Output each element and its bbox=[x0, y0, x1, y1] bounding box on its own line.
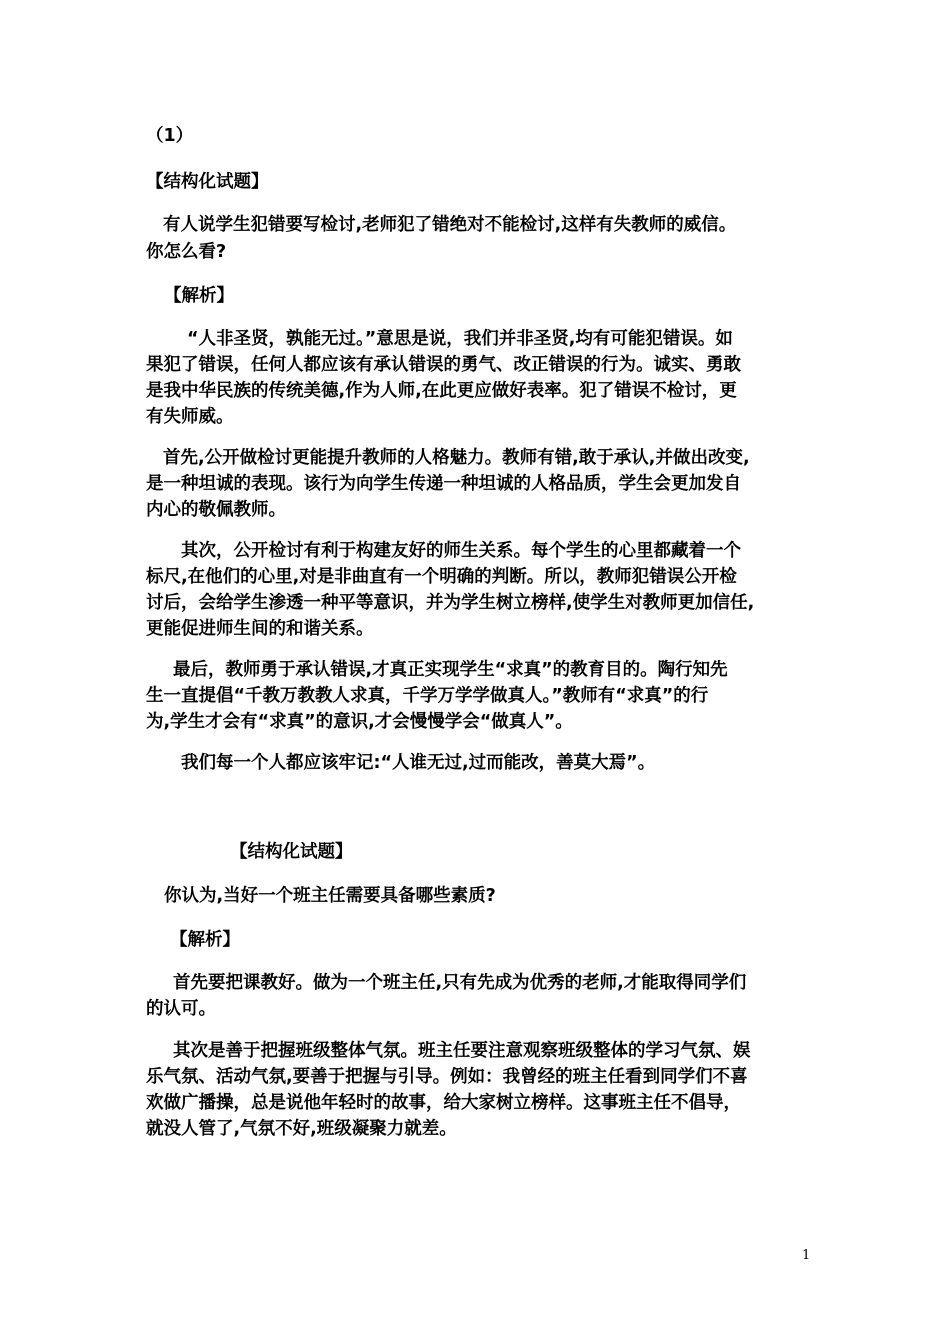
paragraph-line: 乐气氛、活动气氛,要善于把握与引导。例如：我曾经的班主任看到同学们不喜 bbox=[146, 1067, 748, 1087]
paragraph-line: 是我中华民族的传统美德,作为人师,在此更应做好表率。犯了错误不检讨，更 bbox=[146, 381, 737, 401]
paragraph-line: 生一直提倡“千教万教教人求真，千学万学学做真人。”教师有“求真”的行 bbox=[146, 686, 709, 706]
analysis-heading: 【解析】 bbox=[170, 930, 240, 950]
paragraph-line: 是一种坦诚的表现。该行为向学生传递一种坦诚的人格品质，学生会更加发自 bbox=[146, 474, 741, 494]
question-heading: 【结构化试题】 bbox=[230, 842, 353, 862]
paragraph-line: 有失师威。 bbox=[146, 407, 234, 427]
paragraph-line: 内心的敬佩教师。 bbox=[146, 500, 286, 520]
analysis-heading: 【解析】 bbox=[164, 286, 234, 306]
paragraph-line: 最后，教师勇于承认错误,才真正实现学生“求真”的教育目的。陶行知先 bbox=[173, 660, 728, 680]
paragraph-line: “人非圣贤，孰能无过。”意思是说，我们并非圣贤,均有可能犯错误。如 bbox=[187, 329, 733, 349]
paragraph-line: 的认可。 bbox=[146, 999, 216, 1019]
paragraph-line: 我们每一个人都应该牢记:“人谁无过,过而能改，善莫大焉”。 bbox=[181, 753, 656, 773]
question-heading: 【结构化试题】 bbox=[146, 172, 269, 192]
paragraph-line: 果犯了错误，任何人都应该有承认错误的勇气、改正错误的行为。诚实、勇敢 bbox=[146, 355, 741, 375]
paragraph-line: 就没人管了,气氛不好,班级凝聚力就差。 bbox=[146, 1119, 457, 1139]
question-line: 有人说学生犯错要写检讨,老师犯了错绝对不能检讨,这样有失教师的威信。 bbox=[163, 215, 737, 235]
paragraph-line: 其次，公开检讨有利于构建友好的师生关系。每个学生的心里都藏着一个 bbox=[181, 541, 741, 561]
paragraph-line: 首先,公开做检讨更能提升教师的人格魅力。教师有错,敢于承认,并做出改变, bbox=[163, 448, 750, 468]
paragraph-line: 为,学生才会有“求真”的意识,才会慢慢学会“做真人”。 bbox=[146, 712, 573, 732]
paragraph-line: 讨后，会给学生渗透一种平等意识，并为学生树立榜样,使学生对教师更加信任, bbox=[146, 593, 755, 613]
page-number: 1 bbox=[802, 1248, 811, 1263]
section-number: （1） bbox=[146, 126, 194, 146]
question-line: 你认为,当好一个班主任需要具备哪些素质? bbox=[164, 886, 496, 906]
paragraph-line: 欢做广播操，总是说他年轻时的故事，给大家树立榜样。这事班主任不倡导， bbox=[146, 1093, 741, 1113]
question-line: 你怎么看? bbox=[146, 242, 227, 262]
paragraph-line: 标尺,在他们的心里,对是非曲直有一个明确的判断。所以，教师犯错误公开检 bbox=[146, 567, 737, 587]
paragraph-line: 更能促进师生间的和谐关系。 bbox=[146, 619, 374, 639]
paragraph-line: 其次是善于把握班级整体气氛。班主任要注意观察班级整体的学习气氛、娱 bbox=[173, 1041, 751, 1061]
paragraph-line: 首先要把课教好。做为一个班主任,只有先成为优秀的老师,才能取得同学们 bbox=[173, 973, 747, 993]
